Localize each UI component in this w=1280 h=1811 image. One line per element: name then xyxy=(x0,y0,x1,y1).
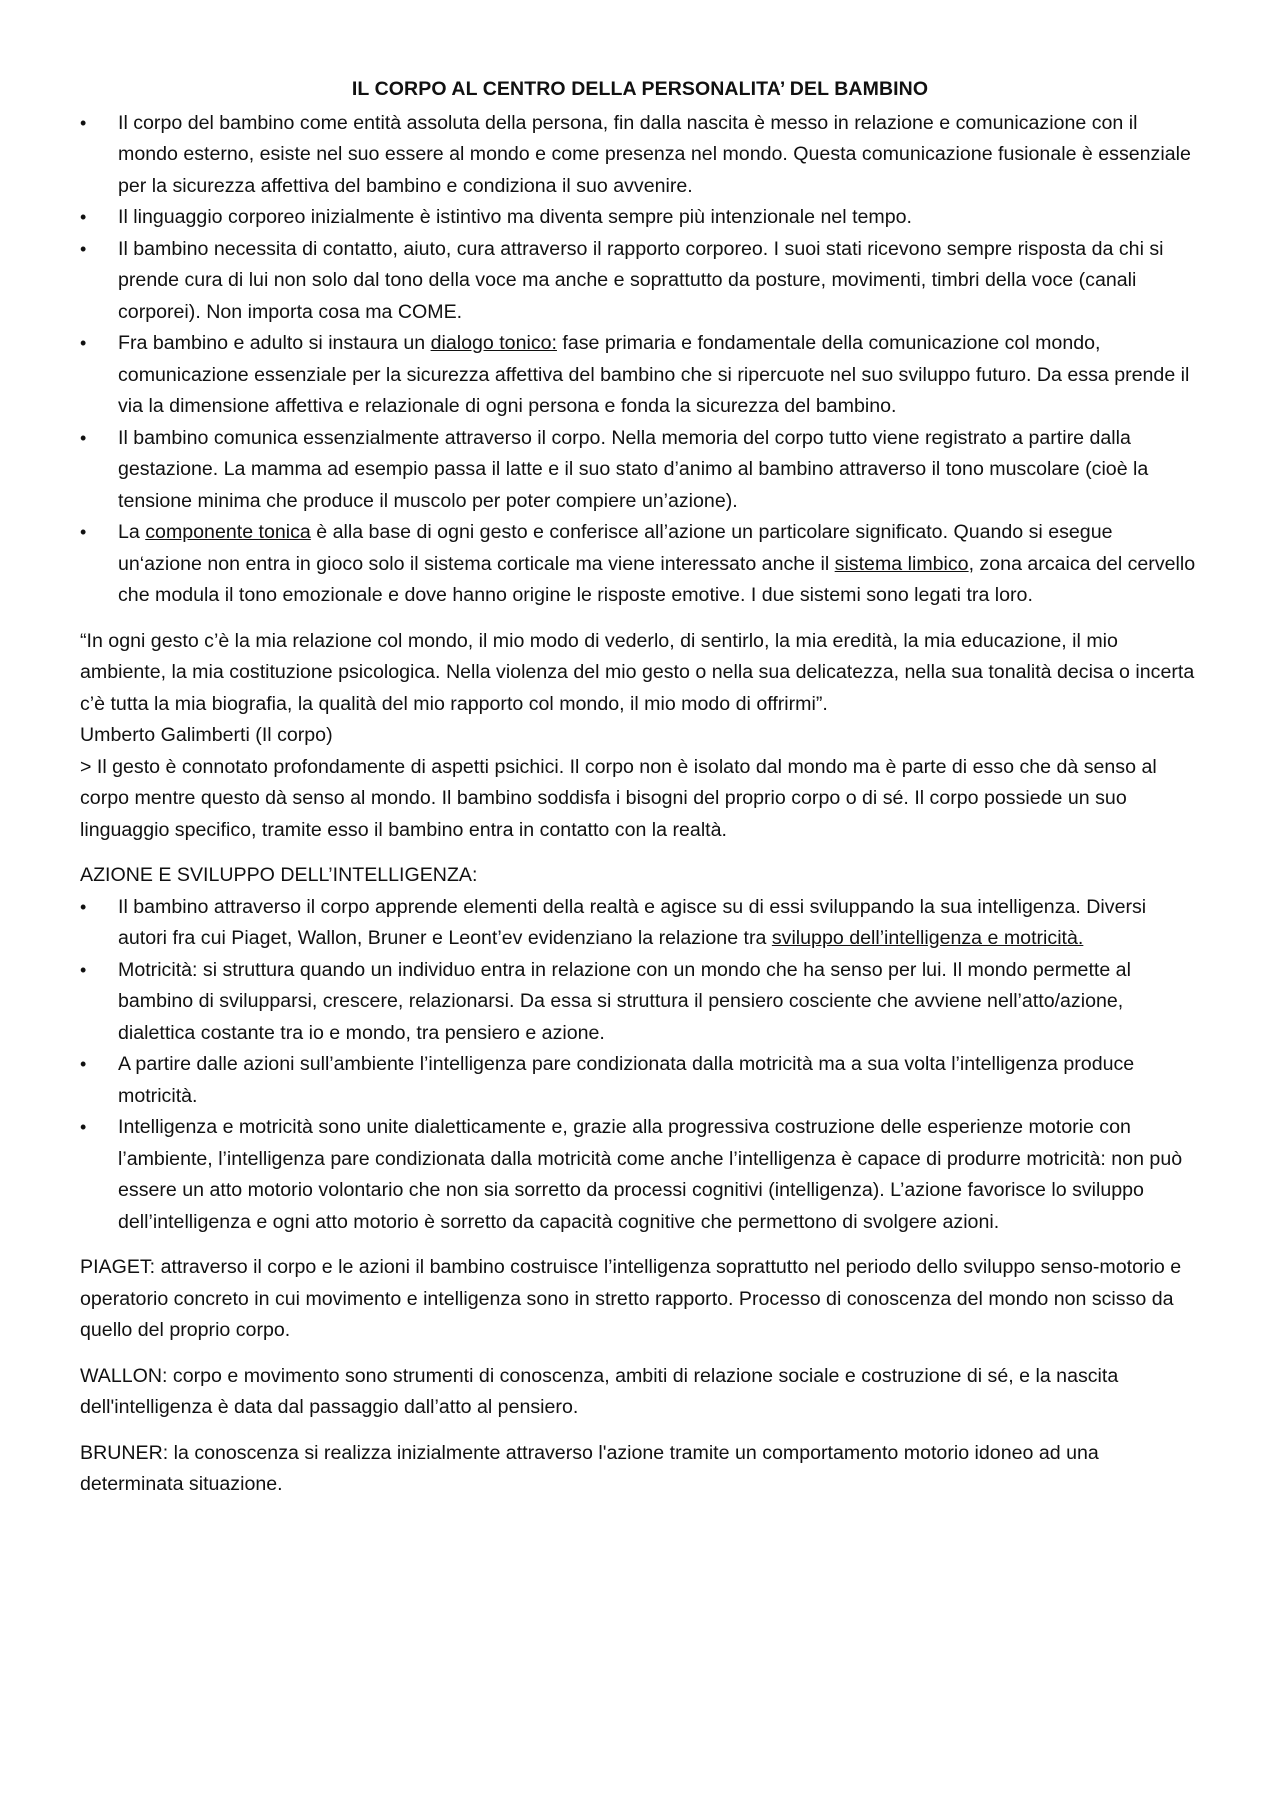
section1-bullet-list xyxy=(80,108,1200,612)
section-heading: AZIONE E SVILUPPO DELL’INTELLIGENZA: xyxy=(80,864,478,886)
list-item: • La componente tonica è alla base di ogni gesto e conferisce all’azione un particolare significato. Quando si esegue un‘azione non entra in gioco solo il sistema corticale ma viene interessato anche il sistema limbico, zona arcaica del cervello che modula il tono emozionale e dove hanno origine le risposte emotive. I due sistemi sono legati tra loro. xyxy=(80,517,1200,612)
list-item: • Il corpo del bambino come entità assoluta della persona, fin dalla nascita è messo in relazione e comunicazione con il mondo esterno, esiste nel suo essere al mondo e come presenza nel mondo. Questa comunicazione fusionale è essenziale per la sicurezza affettiva del bambino e condiziona il suo avvenire. xyxy=(80,108,1200,203)
underlined-term: componente tonica xyxy=(145,521,311,543)
bullet-icon: • xyxy=(80,333,87,353)
bullet-icon: • xyxy=(80,1117,87,1137)
quote-comment: > Il gesto è connotato profondamente di aspetti psichici. Il corpo non è isolato dal mondo ma è parte di esso che dà senso al corpo mentre questo dà senso al mondo. Il bambino soddisfa i bisogni del proprio corpo o di sé. Il corpo possiede un suo linguaggio specifico, tramite esso il bambino entra in contatto con la realtà. xyxy=(80,755,1157,841)
quote-text: “In ogni gesto c’è la mia relazione col mondo, il mio modo di vederlo, di sentirlo, la mia eredità, la mia educazione, il mio ambiente, la mia costituzione psicologica. Nella violenza del mio gesto o nella sua delicatezza, nella sua tonalità decisa o incerta c’è tutta la mia biografia, la qualità del mio rapporto col mondo, il mio modo di offrirmi”. xyxy=(80,629,1195,715)
paragraph-wallon: WALLON: corpo e movimento sono strumenti di conoscenza, ambiti di relazione sociale e costruzione di sé, e la nascita dell'intelligenza è data dal passaggio dall’atto al pensiero. xyxy=(80,1364,1119,1418)
bullet-icon: • xyxy=(80,238,87,259)
bullet-icon: • xyxy=(80,522,87,542)
bullet-icon: • xyxy=(80,207,87,227)
bullet-icon: • xyxy=(80,959,87,980)
paragraph-piaget: PIAGET: attraverso il corpo e le azioni il bambino costruisce l’intelligenza soprattutto nel periodo dello sviluppo senso-motorio e operatorio concreto in cui movimento e intelligenza sono in stretto rapporto. Processo di conoscenza del mondo non scisso da quello del proprio corpo. xyxy=(80,1256,1182,1341)
underlined-term: sistema limbico xyxy=(834,552,969,575)
bullet-icon: • xyxy=(80,1054,87,1074)
list-item: • Motricità: si struttura quando un individuo entra in relazione con un mondo che ha senso per lui. Il mondo permette al bambino di svilupparsi, crescere, relazionarsi. Da essa si struttura il pensiero cosciente che avviene nell’atto/azione, dialettica costante tra io e mondo, tra pensiero e azione. xyxy=(80,955,1200,1050)
list-item: • Il bambino comunica essenzialmente attraverso il corpo. Nella memoria del corpo tutto viene registrato a partire dalla gestazione. La mamma ad esempio passa il latte e il suo stato d’animo al bambino attraverso il tono muscolare (cioè la tensione minima che produce il muscolo per poter compiere un’azione). xyxy=(80,423,1200,518)
list-item: • Il bambino necessita di contatto, aiuto, cura attraverso il rapporto corporeo. I suoi stati ricevono sempre risposta da chi si prende cura di lui non solo dal tono della voce ma anche e soprattutto da posture, movimenti, timbri della voce (canali corporei). Non importa cosa ma COME. xyxy=(80,234,1200,329)
underlined-term: sviluppo dell’intelligenza e motricità. xyxy=(771,927,1084,949)
paragraph-bruner: BRUNER: la conoscenza si realizza inizialmente attraverso l'azione tramite un comportamento motorio idoneo ad una determinata situazione. xyxy=(80,1441,1099,1495)
bullet-icon: • xyxy=(80,427,87,448)
quote-author: Umberto Galimberti (Il corpo) xyxy=(80,724,333,746)
list-item: • A partire dalle azioni sull’ambiente l’intelligenza pare condizionata dalla motricità ma a sua volta l’intelligenza produce motricità. xyxy=(80,1049,1200,1112)
list-item: • Intelligenza e motricità sono unite dialetticamente e, grazie alla progressiva costruzione delle esperienze motorie con l’ambiente, l’intelligenza pare condizionata dalla motricità come anche l’intelligenza è capace di produrre motricità: non può essere un atto motorio volontario che non sia sorretto da processi cognitivi (intelligenza). L’azione favorisce lo sviluppo dell’intelligenza e ogni atto motorio è sorretto da capacità cognitive che permettono di svolgere azioni. xyxy=(80,1112,1200,1238)
bullet-icon: • xyxy=(80,112,87,133)
section2-bullet-list xyxy=(80,892,1200,1239)
bullet-icon: • xyxy=(80,896,87,917)
underlined-term: dialogo tonico: xyxy=(430,332,557,354)
page-title: IL CORPO AL CENTRO DELLA PERSONALITA’ DEL BAMBINO xyxy=(351,78,929,100)
list-item: • Il linguaggio corporeo inizialmente è istintivo ma diventa sempre più intenzionale nel tempo. xyxy=(80,202,1200,234)
list-item: • Fra bambino e adulto si instaura un dialogo tonico: fase primaria e fondamentale della comunicazione col mondo, comunicazione essenziale per la sicurezza affettiva del bambino che si ripercuote nel suo sviluppo futuro. Da essa prende il via la dimensione affettiva e relazionale di ogni persona e fonda la sicurezza del bambino. xyxy=(80,328,1200,423)
list-item: • Il bambino attraverso il corpo apprende elementi della realtà e agisce su di essi sviluppando la sua intelligenza. Diversi autori fra cui Piaget, Wallon, Bruner e Leont’ev evidenziano la relazione tra sviluppo dell’intelligenza e motricità. xyxy=(80,892,1200,955)
